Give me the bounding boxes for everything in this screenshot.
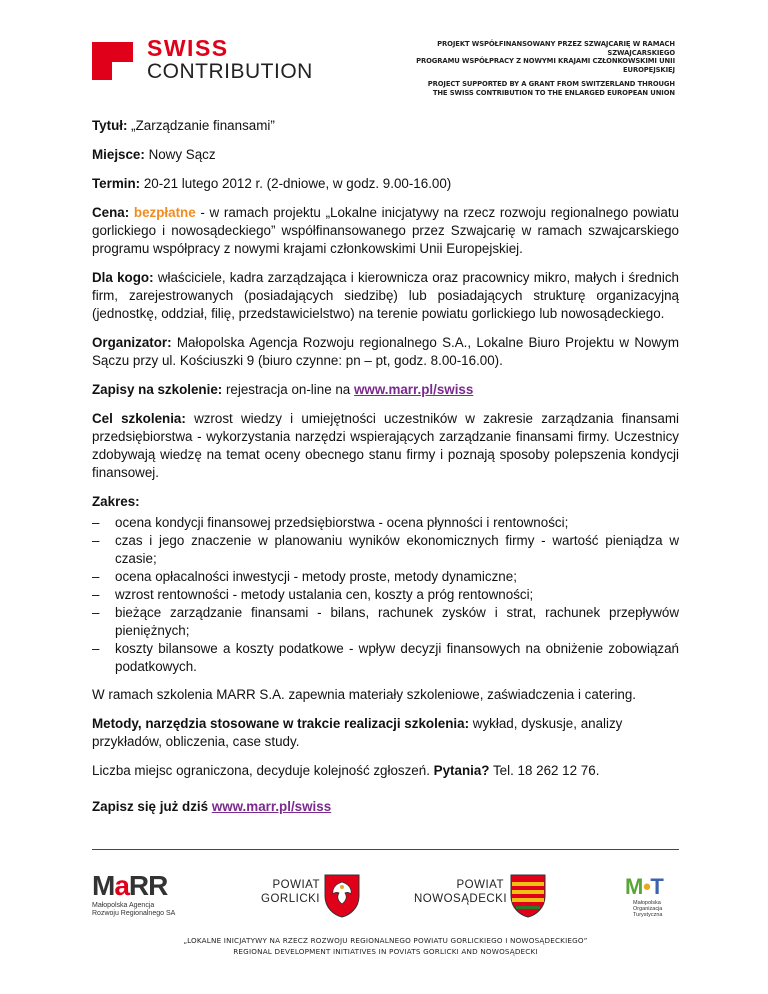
gorlicki-coat-of-arms-icon (324, 874, 360, 923)
goal-value: wzrost wiedzy i umiejętności uczestników w zakresie zarządzania finansami przedsiębiorstwa - wykorzystania narzędzi wspierających zarządzanie finansami firmy. Uczestnicy zdobywają wiedzę na temat oceny obecnego stanu firmy i poznają sposoby polepszenia kondycji finansowej. (92, 411, 679, 480)
title-line (92, 117, 679, 135)
scope-label: Zakres: (92, 494, 140, 509)
swiss-contribution-logo (92, 35, 313, 86)
nowosadecki-coat-of-arms-icon (510, 874, 546, 923)
marr-wordmark: MaRR (92, 870, 168, 901)
swiss-flag-icon (92, 42, 133, 80)
questions-label: Pytania? (433, 763, 490, 778)
pl-note-line-1: PROJEKT WSPÓŁFINANSOWANY PRZEZ SZWAJCARIĘ W RAMACH SZWAJCARSKIEGO (437, 40, 675, 57)
en-note-line-1: PROJECT SUPPORTED BY A GRANT FROM SWITZERLAND THROUGH (427, 80, 675, 89)
powiat-gorlicki-label: POWIAT GORLICKI (261, 879, 320, 905)
mot-subtitle: Małopolska Organizacja Turystyczna (633, 900, 663, 918)
questions-value: Tel. 18 262 12 76. (489, 763, 600, 778)
list-item: – ocena opłacalności inwestycji - metody proste, metody dynamiczne; (92, 568, 679, 586)
price-highlight: bezpłatne (133, 205, 196, 220)
list-item: – ocena kondycji finansowej przedsiębiorstwa - ocena płynności i rentowności; (92, 514, 679, 532)
limit-line (92, 762, 679, 780)
signup-label: Zapisy na szkolenie: (92, 382, 223, 397)
footer-line-en: REGIONAL DEVELOPMENT INITIATIVES IN POVIATS GORLICKI AND NOWOSĄDECKI (233, 947, 538, 956)
mot-logo (625, 876, 685, 918)
mot-wordmark: M●T (625, 874, 663, 899)
document-body (92, 117, 679, 827)
cta-link[interactable]: www.marr.pl/swiss (211, 799, 332, 814)
logo-swiss-text: SWISS (147, 35, 229, 61)
methods-value: wykład, dyskusje, analizy przykładów, obliczenia, case study. (92, 716, 623, 749)
marr-logo (92, 872, 212, 918)
en-note-line-2: THE SWISS CONTRIBUTION TO THE ENLARGED EUROPEAN UNION (432, 88, 675, 97)
price-value: - w ramach projektu „Lokalne inicjatywy na rzecz rozwoju regionalnego powiatu gorlickiego i nowosądeckiego” współfinansowanego przez Szwajcarię w ramach szwajcarskiego programu współpracy z nowymi krajami członkowskimi Unii Europejskiej. (92, 205, 679, 256)
page-header (0, 0, 768, 100)
signup-link[interactable]: www.marr.pl/swiss (353, 382, 474, 397)
list-item: – czas i jego znaczenie w planowaniu wyników ekonomicznych firmy - wartość pieniądza w czasie; (92, 532, 679, 568)
price-label: Cena: (92, 205, 130, 220)
title-value: „Zarządzanie finansami” (127, 118, 275, 133)
cta-line (92, 798, 679, 816)
partner-logos (92, 868, 679, 928)
materials-line: W ramach szkolenia MARR S.A. zapewnia materiały szkoleniowe, zaświadczenia i catering. (92, 687, 637, 702)
project-support-note (395, 40, 675, 98)
methods-label: Metody, narzędzia stosowane w trakcie realizacji szkolenia: (92, 716, 470, 731)
organizer-label: Organizator: (92, 335, 172, 350)
marr-subtitle: Małopolska Agencja Rozwoju Regionalnego SA (92, 902, 176, 917)
goal-paragraph (92, 410, 679, 482)
list-item: – wzrost rentowności - metody ustalania cen, koszty a próg rentowności; (92, 586, 679, 604)
place-line (92, 146, 679, 164)
scope-list (92, 514, 679, 676)
signup-line (92, 381, 679, 399)
organizer-value: Małopolska Agencja Rozwoju regionalnego S.A., Lokalne Biuro Projektu w Nowym Sączu przy ul. Kościuszki 9 (biuro czynne: pn – pt, godz. 8.00-16.00). (92, 335, 679, 368)
date-value: 20-21 lutego 2012 r. (2-dniowe, w godz. 9.00-16.00) (140, 176, 452, 191)
place-label: Miejsce: (92, 147, 145, 162)
title-label: Tytuł: (92, 118, 128, 133)
methods-paragraph (92, 715, 679, 751)
date-label: Termin: (92, 176, 141, 191)
audience-value: właściciele, kadra zarządzająca i kierownicza oraz pracownicy mikro, małych i średnich firm, zarejestrowanych (posiadających siedzibę) lub posiadających strukturę organizacyjną (jednostkę, oddział, filię, przedstawicielstwo) na terenie powiatu gorlickiego lub nowosądeckiego. (92, 270, 679, 321)
cta-label: Zapisz się już dziś (92, 799, 212, 814)
audience-label: Dla kogo: (92, 270, 154, 285)
logo-contribution-text: CONTRIBUTION (147, 60, 313, 83)
scope-heading (92, 493, 679, 511)
list-item: – koszty bilansowe a koszty podatkowe - wpływ decyzji finansowych na obniżenie zobowiązań podatkowych. (92, 640, 679, 676)
list-item: – bieżące zarządzanie finansami - bilans, rachunek zysków i strat, rachunek przepływów pieniężnych; (92, 604, 679, 640)
organizer-paragraph (92, 334, 679, 370)
footer-project-name (92, 935, 679, 957)
powiat-nowosadecki-label: POWIAT NOWOSĄDECKI (414, 879, 508, 905)
footer-divider (92, 849, 679, 850)
signup-value: rejestracja on-line na (222, 382, 354, 397)
audience-paragraph (92, 269, 679, 323)
place-value: Nowy Sącz (144, 147, 216, 162)
limit-text: Liczba miejsc ograniczona, decyduje kolejność zgłoszeń. (92, 763, 434, 778)
footer-line-pl: „LOKALNE INICJATYWY NA RZECZ ROZWOJU REGIONALNEGO POWIATU GORLICKIEGO I NOWOSĄDECKIEGO” (183, 936, 588, 945)
price-paragraph (92, 204, 679, 258)
pl-note-line-2: PROGRAMU WSPÓŁPRACY Z NOWYMI KRAJAMI CZŁONKOWSKIMI UNII EUROPEJSKIEJ (416, 57, 675, 74)
goal-label: Cel szkolenia: (92, 411, 186, 426)
date-line (92, 175, 679, 193)
